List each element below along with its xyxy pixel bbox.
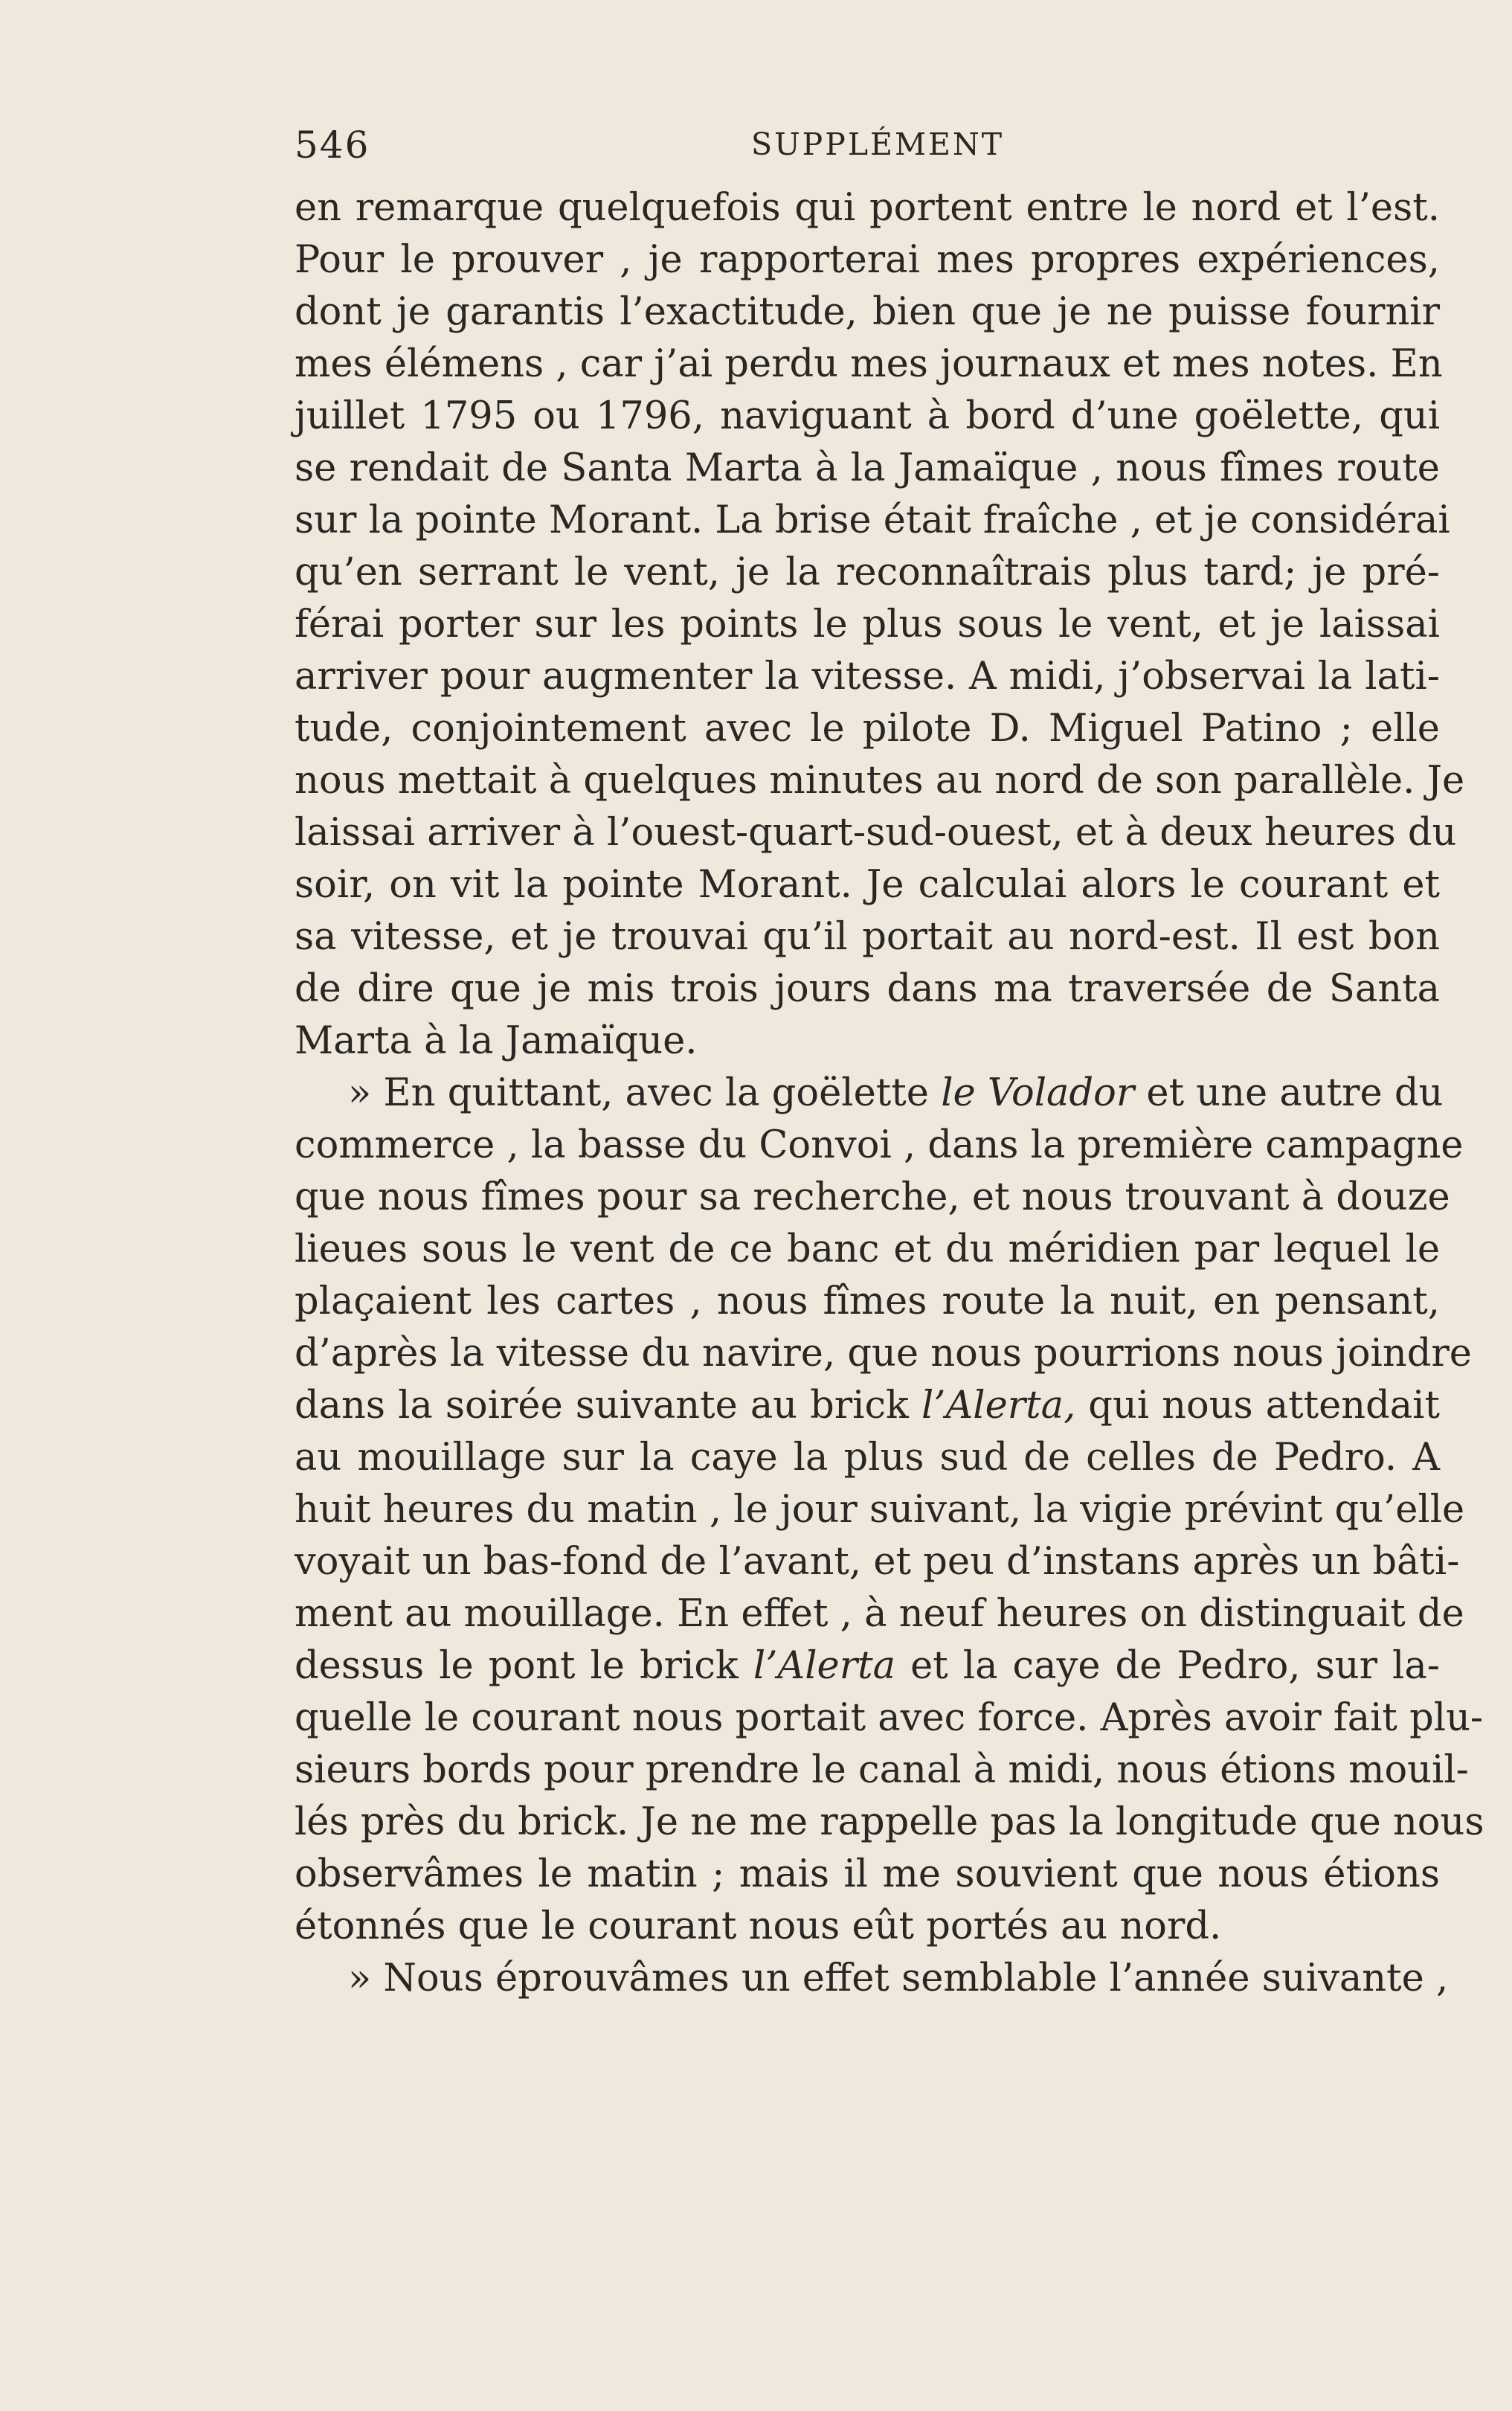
text-line: de dire que je mis trois jours dans ma traversée de Santa: [295, 967, 1440, 1011]
text-line: férai porter sur les points le plus sous le vent, et je laissai: [295, 603, 1440, 646]
ship-name-italic: l’Alerta: [753, 1644, 896, 1688]
body-text: [295, 182, 1484, 2005]
page-number: 546: [295, 123, 370, 167]
text-line: nous mettait à quelques minutes au nord de son parallèle. Je: [295, 759, 1465, 803]
text-line: juillet 1795 ou 1796, naviguant à bord d’une goëlette, qui: [295, 394, 1440, 438]
ship-name-italic: l’Alerta,: [921, 1384, 1076, 1428]
text-run: dans la soirée suivante au brick: [295, 1384, 921, 1428]
text-line: sieurs bords pour prendre le canal à midi, nous étions mouil-: [295, 1748, 1469, 1792]
text-line: [295, 1380, 1440, 1432]
page-header: [295, 123, 1440, 168]
text-line: Pour le prouver , je rapporterai mes propres expériences,: [295, 238, 1440, 282]
paragraph-start-line: » Nous éprouvâmes un effet semblable l’année suivante ,: [348, 1956, 1449, 2000]
text-line: que nous fîmes pour sa recherche, et nous trouvant à douze: [295, 1175, 1450, 1219]
text-line: arriver pour augmenter la vitesse. A midi, j’observai la lati-: [295, 655, 1440, 699]
text-line: sa vitesse, et je trouvai qu’il portait au nord-est. Il est bon: [295, 915, 1440, 959]
text-line: tude, conjointement avec le pilote D. Miguel Patino ; elle: [295, 707, 1440, 751]
paragraph-start-line: [295, 1068, 1444, 1120]
text-run: et la caye de Pedro, sur la-: [895, 1644, 1440, 1688]
text-line: qu’en serrant le vent, je la reconnaîtrais plus tard; je pré-: [295, 550, 1440, 594]
text-line: lieues sous le vent de ce banc et du méridien par lequel le: [295, 1227, 1440, 1271]
text-line: plaçaient les cartes , nous fîmes route la nuit, en pensant,: [295, 1280, 1440, 1323]
text-line: au mouillage sur la caye la plus sud de celles de Pedro. A: [295, 1436, 1440, 1480]
text-line: soir, on vit la pointe Morant. Je calculai alors le courant et: [295, 863, 1440, 907]
paragraph-last-line: Marta à la Jamaïque.: [295, 1019, 698, 1063]
running-head: SUPPLÉMENT: [751, 126, 1005, 162]
text-line: commerce , la basse du Convoi , dans la première campagne: [295, 1123, 1464, 1167]
text-line: [295, 1640, 1440, 1692]
text-run: dessus le pont le brick: [295, 1644, 753, 1688]
text-line: huit heures du matin , le jour suivant, la vigie prévint qu’elle: [295, 1488, 1465, 1532]
text-line: sur la pointe Morant. La brise était fraîche , et je considérai: [295, 498, 1450, 542]
text-line: observâmes le matin ; mais il me souvient que nous étions: [295, 1852, 1440, 1896]
text-run: et une autre du: [1134, 1071, 1444, 1115]
text-line: se rendait de Santa Marta à la Jamaïque , nous fîmes route: [295, 446, 1440, 490]
text-line: voyait un bas-fond de l’avant, et peu d’instans après un bâti-: [295, 1540, 1460, 1584]
text-line: mes élémens , car j’ai perdu mes journaux et mes notes. En: [295, 342, 1443, 386]
paragraph-last-line: étonnés que le courant nous eût portés au nord.: [295, 1904, 1222, 1948]
ship-name-italic: le Volador: [941, 1071, 1135, 1115]
text-line: d’après la vitesse du navire, que nous pourrions nous joindre: [295, 1332, 1472, 1375]
text-line: laissai arriver à l’ouest-quart-sud-ouest, et à deux heures du: [295, 811, 1457, 855]
text-line: en remarque quelquefois qui portent entre le nord et l’est.: [295, 186, 1440, 230]
text-line: lés près du brick. Je ne me rappelle pas la longitude que nous: [295, 1800, 1484, 1844]
text-run: qui nous attendait: [1075, 1384, 1440, 1428]
text-line: dont je garantis l’exactitude, bien que je ne puisse fournir: [295, 290, 1440, 334]
text-line: quelle le courant nous portait avec force. Après avoir fait plu-: [295, 1696, 1484, 1740]
text-line: ment au mouillage. En effet , à neuf heures on distinguait de: [295, 1592, 1464, 1636]
text-run: » En quittant, avec la goëlette: [348, 1071, 942, 1115]
